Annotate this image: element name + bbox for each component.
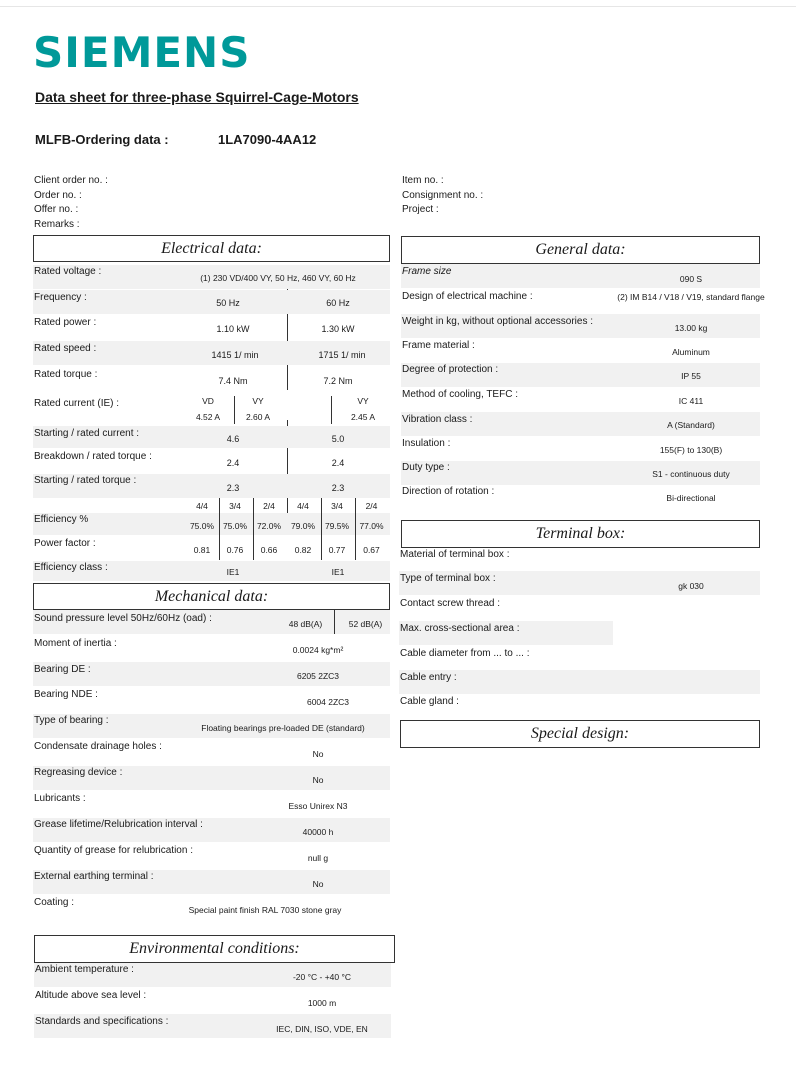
load-grid-divider xyxy=(321,498,322,560)
general-row xyxy=(401,339,760,363)
page-title: Data sheet for three-phase Squirrel-Cage-Motors xyxy=(35,89,359,105)
bearing-nde-label: Bearing NDE : xyxy=(34,689,98,700)
rated-speed-50hz: 1415 1/ min xyxy=(211,350,259,360)
load-header: 4/4 xyxy=(196,501,208,511)
efficiency-value: 75.0% xyxy=(222,521,248,531)
rated-power-50hz: 1.10 kW xyxy=(216,324,250,334)
terminal-type-label: Type of terminal box : xyxy=(400,573,496,584)
bearing-nde-value: 6004 2ZC3 xyxy=(306,697,350,707)
efficiency-class-50hz: IE1 xyxy=(226,567,240,577)
breakdown-torque-50hz: 2.4 xyxy=(226,458,240,468)
general-row xyxy=(401,461,760,485)
order-info-right xyxy=(402,174,483,218)
terminal-row xyxy=(399,621,613,645)
rated-torque-50hz: 7.4 Nm xyxy=(218,376,248,386)
ambient-temperature-label: Ambient temperature : xyxy=(35,964,134,975)
sound-pressure-divider xyxy=(334,610,335,634)
mlfb-label: MLFB-Ordering data : xyxy=(35,132,169,147)
starting-current-60hz: 5.0 xyxy=(331,434,345,444)
rated-power-60hz: 1.30 kW xyxy=(321,324,355,334)
moment-of-inertia-label: Moment of inertia : xyxy=(34,638,117,649)
ambient-temperature-value: -20 °C - +40 °C xyxy=(292,972,352,982)
mechanical-row xyxy=(33,766,390,790)
cooling-label: Method of cooling, TEFC : xyxy=(402,389,518,400)
mechanical-row xyxy=(33,896,390,920)
power-factor-value: 0.76 xyxy=(226,545,244,555)
duty-type-value: S1 - continuous duty xyxy=(652,469,730,479)
frame-material-label: Frame material : xyxy=(402,340,475,351)
power-factor-value: 0.67 xyxy=(363,545,380,555)
load-headers xyxy=(186,498,390,512)
efficiency-label: Efficiency % xyxy=(34,514,89,525)
mechanical-row xyxy=(33,688,390,712)
insulation-value: 155(F) to 130(B) xyxy=(659,445,723,455)
grease-lifetime-value: 40000 h xyxy=(302,827,334,837)
efficiency-value: 79.5% xyxy=(324,521,350,531)
load-grid-divider xyxy=(219,498,220,560)
general-row xyxy=(401,288,765,312)
efficiency-value: 77.0% xyxy=(359,521,384,531)
power-factor-row xyxy=(33,537,390,561)
rated-current-vy-header: VY xyxy=(252,396,264,406)
rotation-value: Bi-directional xyxy=(666,493,716,503)
power-factor-value: 0.77 xyxy=(328,545,346,555)
efficiency-class-60hz: IE1 xyxy=(331,567,345,577)
rated-current-vd-header: VD xyxy=(202,396,214,406)
general-row xyxy=(401,264,760,288)
efficiency-row xyxy=(33,513,390,535)
contact-screw-label: Contact screw thread : xyxy=(400,598,501,609)
condensate-drainage-label: Condensate drainage holes : xyxy=(34,741,162,752)
rated-voltage-value: (1) 230 VD/400 VY, 50 Hz, 460 VY, 60 Hz xyxy=(200,273,356,283)
project-label: Project : xyxy=(402,204,439,215)
type-of-bearing-label: Type of bearing : xyxy=(34,715,109,726)
environmental-row xyxy=(34,989,391,1013)
consignment-no-label: Consignment no. : xyxy=(402,189,484,201)
terminal-box-header: Terminal box: xyxy=(401,520,760,548)
starting-torque-60hz: 2.3 xyxy=(331,483,345,493)
terminal-row xyxy=(399,548,613,570)
earthing-terminal-label: External earthing terminal : xyxy=(34,871,154,882)
cable-diameter-label: Cable diameter from ... to ... : xyxy=(400,648,530,659)
terminal-row xyxy=(399,694,613,718)
grease-lifetime-label: Grease lifetime/Relubrication interval : xyxy=(34,819,203,830)
efficiency-value: 79.0% xyxy=(290,521,316,531)
power-factor-value: 0.82 xyxy=(294,545,312,555)
efficiency-class-row xyxy=(33,561,390,581)
rated-power-label: Rated power : xyxy=(34,317,97,328)
vibration-label: Vibration class : xyxy=(402,414,473,425)
rated-current-vy60-header: VY xyxy=(357,396,369,406)
mechanical-row xyxy=(33,636,390,660)
order-no-label: Order no. : xyxy=(34,189,82,201)
special-design-header: Special design: xyxy=(400,720,760,748)
electrical-data-header: Electrical data: xyxy=(33,235,390,262)
rated-current-divider-2 xyxy=(331,396,332,424)
starting-torque-row xyxy=(33,474,390,498)
grease-quantity-label: Quantity of grease for relubrication : xyxy=(34,845,193,856)
general-row xyxy=(401,388,760,412)
rated-speed-60hz: 1715 1/ min xyxy=(318,350,366,360)
top-divider xyxy=(0,6,796,7)
offer-no-label: Offer no. : xyxy=(34,204,79,215)
altitude-value: 1000 m xyxy=(307,998,337,1008)
rated-speed-row xyxy=(33,341,390,365)
standards-value: IEC, DIN, ISO, VDE, EN xyxy=(276,1024,368,1034)
cross-section-label: Max. cross-sectional area : xyxy=(400,623,520,634)
altitude-label: Altitude above sea level : xyxy=(35,990,147,1001)
mechanical-row xyxy=(33,844,390,868)
mechanical-data-header: Mechanical data: xyxy=(33,583,390,610)
cable-gland-label: Cable gland : xyxy=(400,696,459,707)
power-factor-value: 0.66 xyxy=(260,545,278,555)
load-header: 2/4 xyxy=(365,501,378,511)
frequency-60hz: 60 Hz xyxy=(326,298,350,308)
rated-current-row xyxy=(33,393,390,427)
rated-current-divider-1 xyxy=(234,396,235,424)
breakdown-torque-row xyxy=(33,449,390,473)
rated-torque-60hz: 7.2 Nm xyxy=(323,376,353,386)
design-label: Design of electrical machine : xyxy=(402,291,533,302)
general-row xyxy=(401,485,760,509)
mechanical-row xyxy=(33,792,390,816)
rotation-label: Direction of rotation : xyxy=(402,486,495,497)
terminal-row xyxy=(399,596,613,620)
client-order-label: Client order no. : xyxy=(34,175,108,186)
starting-torque-label: Starting / rated torque : xyxy=(34,475,137,486)
rated-voltage-label: Rated voltage : xyxy=(34,266,102,277)
regreasing-device-value: No xyxy=(312,775,324,785)
sound-pressure-label: Sound pressure level 50Hz/60Hz (oad) : xyxy=(34,613,212,624)
coating-label: Coating : xyxy=(34,897,75,908)
moment-of-inertia-value: 0.0024 kg*m² xyxy=(292,645,344,655)
vibration-value: A (Standard) xyxy=(667,420,715,430)
efficiency-value: 72.0% xyxy=(256,521,282,531)
rated-torque-label: Rated torque : xyxy=(34,369,98,380)
frame-size-label: Frame size xyxy=(402,266,452,277)
load-grid-divider xyxy=(253,498,254,560)
environmental-row xyxy=(34,1014,391,1038)
terminal-type-value: gk 030 xyxy=(678,581,704,591)
starting-current-row xyxy=(33,426,390,448)
condensate-drainage-value: No xyxy=(312,749,324,759)
load-grid-divider xyxy=(355,498,356,560)
mechanical-row xyxy=(33,714,390,738)
bearing-de-label: Bearing DE : xyxy=(34,664,91,675)
power-factor-value: 0.81 xyxy=(193,545,211,555)
sound-pressure-60hz: 52 dB(A) xyxy=(348,619,383,629)
standards-label: Standards and specifications : xyxy=(35,1016,169,1027)
order-info-left xyxy=(34,174,108,232)
general-row xyxy=(401,314,760,338)
load-header: 3/4 xyxy=(229,501,241,511)
general-row xyxy=(401,412,760,436)
breakdown-torque-60hz: 2.4 xyxy=(331,458,345,468)
rated-current-vy60-value: 2.45 A xyxy=(350,412,376,422)
mechanical-row xyxy=(33,662,390,686)
regreasing-device-label: Regreasing device : xyxy=(34,767,123,778)
sound-pressure-row xyxy=(33,610,390,634)
lubricants-value: Esso Unirex N3 xyxy=(288,801,348,811)
mechanical-row xyxy=(33,740,390,764)
mlfb-value: 1LA7090-4AA12 xyxy=(218,132,317,147)
starting-current-label: Starting / rated current : xyxy=(34,428,140,439)
efficiency-value: 75.0% xyxy=(189,521,215,531)
mechanical-row xyxy=(33,818,390,842)
general-row xyxy=(401,363,760,387)
protection-value: IP 55 xyxy=(681,371,701,381)
protection-label: Degree of protection : xyxy=(402,364,499,375)
load-header: 2/4 xyxy=(263,501,275,511)
terminal-material-label: Material of terminal box : xyxy=(400,549,510,560)
grease-quantity-value: null g xyxy=(307,853,329,863)
lubricants-label: Lubricants : xyxy=(34,793,86,804)
coating-value: Special paint finish RAL 7030 stone gray xyxy=(188,905,342,915)
bearing-de-value: 6205 2ZC3 xyxy=(296,671,340,681)
load-header: 3/4 xyxy=(331,501,343,511)
rated-torque-row xyxy=(33,367,390,391)
type-of-bearing-value: Floating bearings pre-loaded DE (standard) xyxy=(201,723,365,733)
duty-type-label: Duty type : xyxy=(402,462,450,473)
cooling-value: IC 411 xyxy=(678,396,704,406)
mechanical-row xyxy=(33,870,390,894)
environmental-header: Environmental conditions: xyxy=(34,935,395,963)
frame-size-value: 090 S xyxy=(679,274,703,284)
rated-current-vy-value: 2.60 A xyxy=(245,412,271,422)
rated-speed-label: Rated speed : xyxy=(34,343,97,354)
frequency-label: Frequency : xyxy=(34,292,87,303)
earthing-terminal-value: No xyxy=(312,879,324,889)
cable-entry-label: Cable entry : xyxy=(400,672,457,683)
design-value: (2) IM B14 / V18 / V19, standard flange xyxy=(617,292,765,302)
efficiency-class-label: Efficiency class : xyxy=(34,562,108,573)
starting-current-50hz: 4.6 xyxy=(226,434,240,444)
starting-torque-50hz: 2.3 xyxy=(226,483,240,493)
rated-current-label: Rated current (IE) : xyxy=(34,398,120,409)
environmental-row xyxy=(34,963,391,987)
breakdown-torque-label: Breakdown / rated torque : xyxy=(34,451,152,462)
general-data-header: General data: xyxy=(401,236,760,264)
remarks-label: Remarks : xyxy=(34,218,80,230)
item-no-label: Item no. : xyxy=(402,175,444,186)
load-header: 4/4 xyxy=(297,501,309,511)
terminal-row xyxy=(399,571,760,595)
rated-power-row xyxy=(33,315,390,339)
terminal-row xyxy=(399,670,760,694)
frequency-50hz: 50 Hz xyxy=(216,298,240,308)
rated-current-vd-value: 4.52 A xyxy=(195,412,221,422)
rated-voltage-row xyxy=(33,265,390,289)
weight-label: Weight in kg, without optional accessories : xyxy=(402,316,594,327)
sound-pressure-50hz: 48 dB(A) xyxy=(288,619,323,629)
general-row xyxy=(401,437,760,461)
siemens-logo: SIEMENS xyxy=(33,28,251,77)
power-factor-label: Power factor : xyxy=(34,538,96,549)
frequency-row xyxy=(33,290,390,314)
terminal-row xyxy=(399,646,613,670)
frame-material-value: Aluminum xyxy=(672,347,710,357)
insulation-label: Insulation : xyxy=(402,438,451,449)
weight-value: 13.00 kg xyxy=(674,323,708,333)
